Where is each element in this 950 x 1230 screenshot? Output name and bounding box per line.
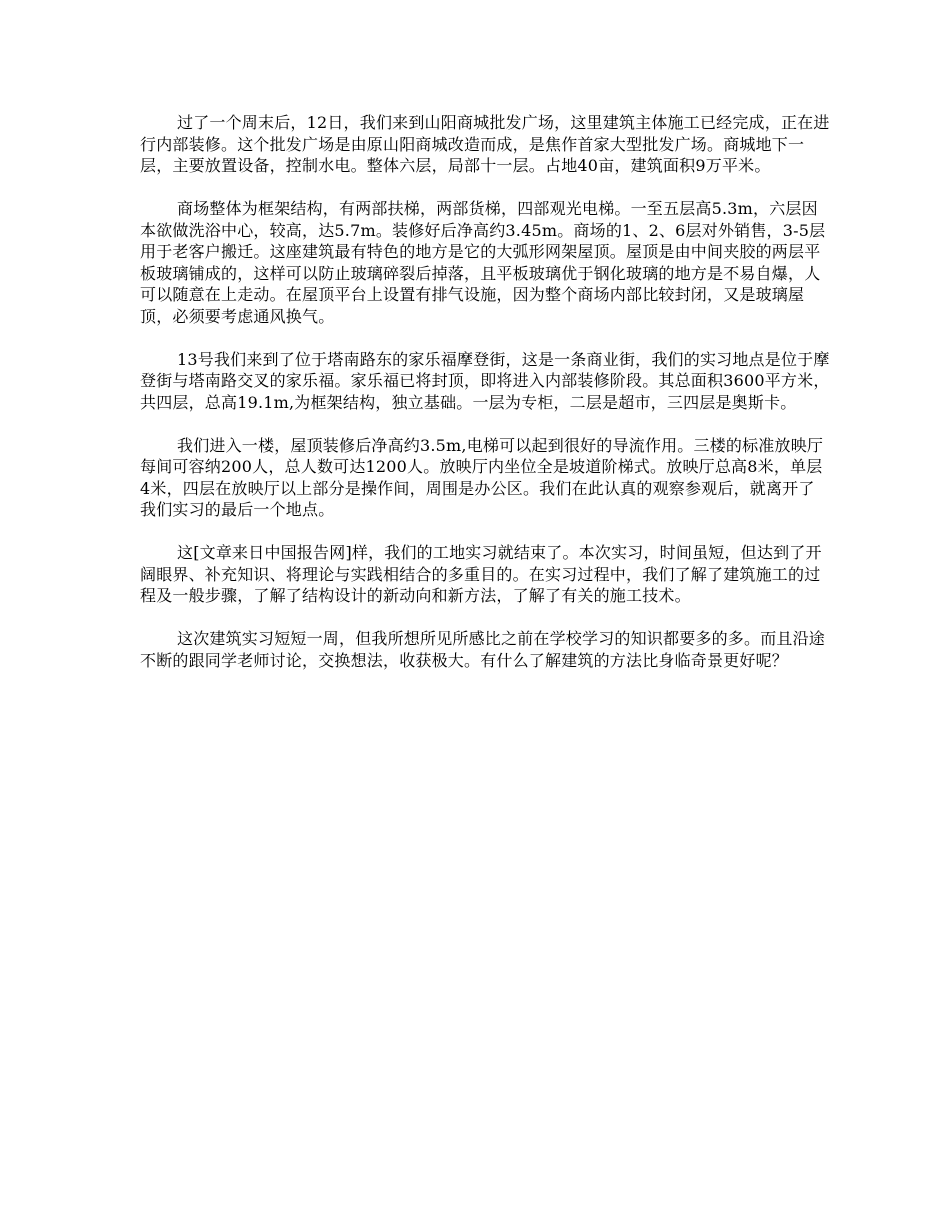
paragraph-cinema-floor: 我们进入一楼，屋顶装修后净高约3.5m,电梯可以起到很好的导流作用。三楼的标准放映厅每间可容纳200人，总人数可达1200人。放映厅内坐位全是坡道阶梯式。放映厅总高8米，单层4米，四层在放映厅以上部分是操作间，周围是办公区。我们在此认真的观察参观后，就离开了我们实习的最后一个地点。 bbox=[140, 435, 824, 519]
paragraph-internship-summary: 这[文章来日中国报告网]样，我们的工地实习就结束了。本次实习，时间虽短，但达到了开阔眼界、补充知识、将理论与实践相结合的多重目的。在实习过程中，我们了解了建筑施工的过程及一般步骤，了解了结构设计的新动向和新方法，了解了有关的施工技术。 bbox=[140, 543, 822, 605]
paragraph-carrefour-intro: 13号我们来到了位于塔南路东的家乐福摩登街，这是一条商业街，我们的实习地点是位于摩登街与塔南路交叉的家乐福。家乐福已将封顶，即将进入内部装修阶段。其总面积3600平方米，共四层，总高19.1m,为框架结构，独立基础。一层为专柜，二层是超市，三四层是奥斯卡。 bbox=[140, 349, 830, 412]
paragraph-reflection: 这次建筑实习短短一周，但我所想所见所感比之前在学校学习的知识都要多的多。而且沿途不断的跟同学老师讨论，交换想法，收获极大。有什么了解建筑的方法比身临奇景更好呢？ bbox=[140, 629, 826, 670]
paragraph-mall-structure: 商场整体为框架结构，有两部扶梯，两部货梯，四部观光电梯。一至五层高5.3m，六层因本欲做洗浴中心，较高，达5.7m。装修好后净高约3.45m。商场的1、2、6层对外销售，3-5层用于老客户搬迁。这座建筑最有特色的地方是它的大弧形网架屋顶。屋顶是由中间夹胶的两层平板玻璃铺成的，这样可以防止玻璃碎裂后掉落，且平板玻璃优于钢化玻璃的地方是不易自爆，人可以随意在上走动。在屋顶平台上设置有排气设施，因为整个商场内部比较封闭，又是玻璃屋顶，必须要考虑通风换气。 bbox=[140, 199, 826, 326]
paragraph-shanyang-intro: 过了一个周末后，12日，我们来到山阳商城批发广场，这里建筑主体施工已经完成，正在进行内部装修。这个批发广场是由原山阳商城改造而成，是焦作首家大型批发广场。商城地下一层，主要放置设备，控制水电。整体六层，局部十一层。占地40亩，建筑面积9万平米。 bbox=[140, 113, 830, 175]
document-body bbox=[140, 112, 830, 693]
